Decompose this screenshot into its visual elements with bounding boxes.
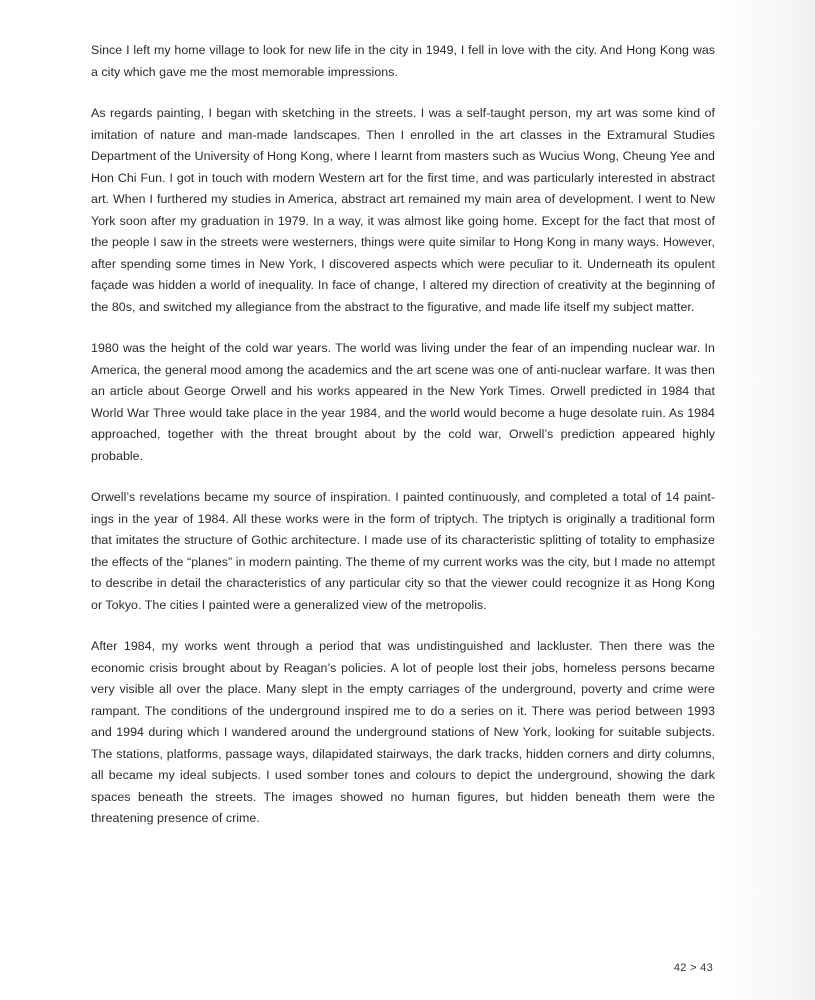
paragraph: Orwell’s revelations became my source of inspiration. I painted continuously, and completed a total of 14 paintings in the year of 1984. All these works were in the form of triptych. The triptych is originally a traditional form that imitates the structure of Gothic architecture. I made use of its characteristic splitting of totality to emphasize the effects of the “planes” in modern painting. The theme of my current works was the city, but I made no attempt to describe in detail the characteristics of any particular city so that the viewer could recognize it as Hong Kong or Tokyo. The cities I painted were a generalized view of the metropolis.	[91, 490, 715, 612]
paragraph: As regards painting, I began with sketching in the streets. I was a self-taught person, my art was some kind of imitation of nature and man-made landscapes. Then I enrolled in the art classes in the Extramural Studies Department of the University of Hong Kong, where I learnt from masters such as Wucius Wong, Cheung Yee and Hon Chi Fun. I got in touch with modern Western art for the first time, and was particularly interested in abstract art. When I furthered my studies in America, abstract art remained my main area of development. I went to New York soon after my graduation in 1979. In a way, it was almost like going home. Except for the fact that most of the people I saw in the streets were westerners, things were quite similar to Hong Kong in many ways. However, after spending some times in New York, I discovered aspects which were peculiar to it. Underneath its opulent façade was hidden a world of inequality. In face of change, I altered my direction of creativity at the beginning of the 80s, and switched my allegiance from the abstract to the figurative, and made life itself my subject matter.	[91, 106, 715, 314]
paragraph: Since I left my home village to look for new life in the city in 1949, I fell in love with the city. And Hong Kong was a city which gave me the most memorable impressions.	[91, 43, 715, 79]
page-number: 42 > 43	[673, 962, 713, 974]
paragraph: After 1984, my works went through a period that was undistinguished and lackluster. Then there was the economic crisis brought about by Reagan’s policies. A lot of people lost their jobs, homeless persons became very visible all over the place. Many slept in the empty carriages of the underground, poverty and crime were rampant. The conditions of the underground inspired me to do a series on it. There was period between 1993 and 1994 during which I wandered around the underground stations of New York, looking for suitable subjects. The stations, platforms, passage ways, dilapidated stairways, the dark tracks, hidden corners and dirty columns, all became my ideal subjects. I used somber tones and colours to depict the underground, showing the dark spaces beneath the streets. The images showed no human figures, but hidden beneath them were the threatening presence of crime.	[91, 639, 715, 825]
body-text	[91, 40, 715, 850]
paragraph: 1980 was the height of the cold war years. The world was living under the fear of an impending nuclear war. In America, the general mood among the academics and the art scene was one of anti-nuclear warfare. It was then an article about George Orwell and his works appeared in the New York Times. Orwell predicted in 1984 that World War Three would take place in the year 1984, and the world would become a huge desolate ruin. As 1984 approached, together with the threat brought about by the cold war, Orwell’s prediction appeared highly probable.	[91, 341, 715, 463]
